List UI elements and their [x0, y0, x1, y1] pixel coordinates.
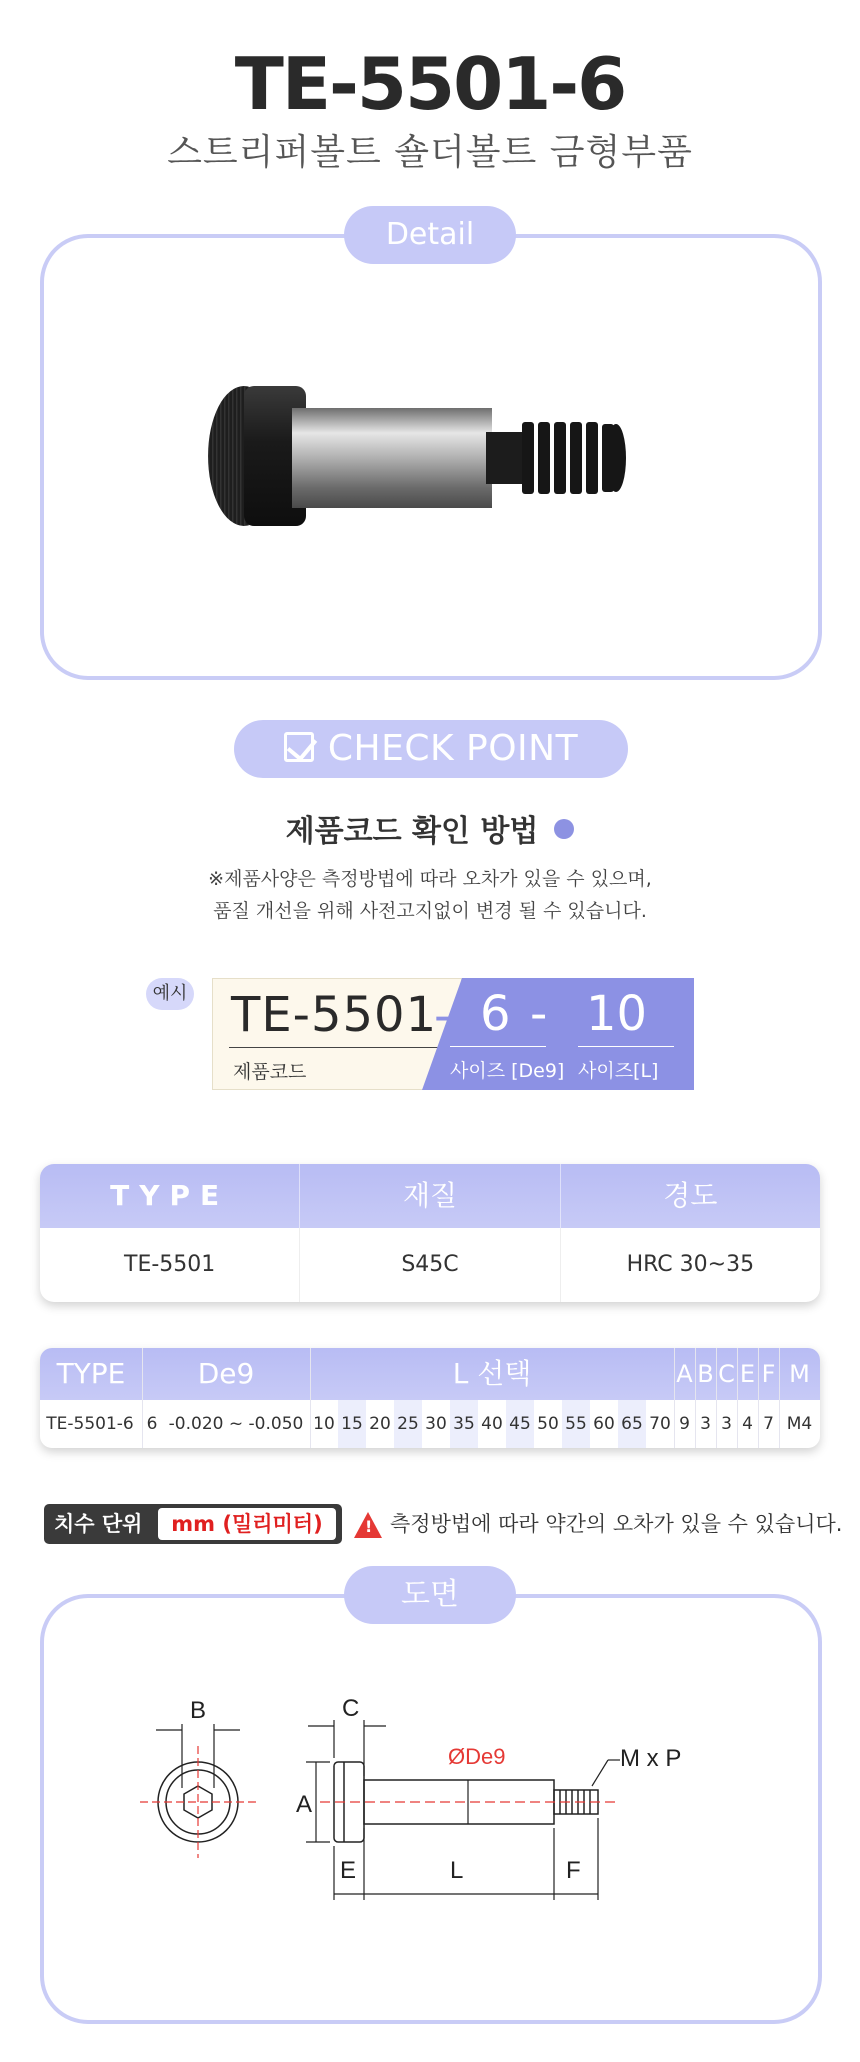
- spec-table: [40, 1164, 820, 1302]
- dim-divider: [142, 1348, 143, 1448]
- dim-cell-l: 30: [425, 1414, 447, 1434]
- spec-header-material: 재질: [300, 1164, 560, 1228]
- code-howto-text: 제품코드 확인 방법: [285, 814, 539, 849]
- dim-cell-f: 7: [763, 1414, 774, 1434]
- dimension-lines: [156, 1724, 240, 1788]
- note-line-2: 품질 개선을 위해 사전고지없이 변경 될 수 있습니다.: [213, 900, 647, 922]
- dim-cell-l: 15: [341, 1414, 363, 1434]
- bullet-dot-icon: [554, 819, 574, 839]
- label-e: E: [340, 1857, 357, 1884]
- dim-cell-a: 9: [679, 1414, 690, 1434]
- label-f: F: [566, 1857, 581, 1884]
- spec-cell-hardness: HRC 30~35: [626, 1252, 755, 1277]
- dim-header-l: L 선택: [452, 1357, 532, 1390]
- note-line-1: ※제품사양은 측정방법에 따라 오차가 있을 수 있으며,: [208, 868, 652, 890]
- dim-cell-m: M4: [786, 1414, 813, 1434]
- check-point-label: CHECK POINT: [327, 728, 579, 769]
- warning-text: 측정방법에 따라 약간의 오차가 있을 수 있습니다.: [390, 1512, 843, 1536]
- dim-cell-l: 10: [313, 1414, 335, 1434]
- label-a: A: [296, 1791, 313, 1818]
- dim-header-c: C: [718, 1360, 735, 1388]
- dim-cell-l: 35: [453, 1414, 475, 1434]
- dim-header-de9: De9: [197, 1357, 255, 1390]
- dimension-table: [40, 1348, 820, 1448]
- label-c: C: [342, 1695, 360, 1722]
- code-howto-heading: [0, 806, 860, 850]
- checkbox-icon: [284, 732, 314, 762]
- dimension-table-header: [40, 1348, 820, 1400]
- product-code-example: [212, 978, 694, 1090]
- dim-cell-d: 6: [146, 1414, 158, 1434]
- label-mp: M x P: [620, 1745, 682, 1772]
- code-product-code: TE-5501: [231, 987, 438, 1043]
- dim-cell-type: TE-5501-6: [46, 1414, 134, 1434]
- code-seg2-underline: [578, 1046, 674, 1047]
- code-base-box: [212, 978, 462, 1090]
- label-l: L: [450, 1857, 464, 1884]
- unit-value: mm (밀리미터): [158, 1508, 336, 1540]
- dim-cell-b: 3: [700, 1414, 711, 1434]
- unit-badge: [44, 1504, 342, 1544]
- dim-divider: [737, 1348, 738, 1448]
- detail-pill: Detail: [344, 206, 516, 264]
- warning-icon: [354, 1512, 382, 1538]
- dim-divider: [779, 1348, 780, 1448]
- product-title: TE-5501-6: [234, 42, 626, 126]
- code-dash-1: -: [434, 988, 452, 1044]
- code-seg1-underline: [450, 1046, 546, 1047]
- dim-cell-l: 55: [565, 1414, 587, 1434]
- spec-cell-material: S45C: [300, 1228, 560, 1302]
- dim-header-type: TYPE: [56, 1357, 126, 1390]
- product-photo: [196, 370, 686, 550]
- dim-header-a: A: [676, 1360, 693, 1388]
- drawing-pill: 도면: [344, 1566, 516, 1624]
- spec-cell-type: TE-5501: [40, 1228, 300, 1302]
- dim-header-f: F: [761, 1360, 776, 1388]
- label-b: B: [190, 1697, 207, 1724]
- check-point-banner: [234, 720, 628, 778]
- code-seg2-label: 사이즈[L]: [578, 1060, 659, 1082]
- unit-label: 치수 단위: [54, 1512, 143, 1536]
- dim-cell-l: 65: [621, 1414, 643, 1434]
- dimension-table-row: [40, 1400, 820, 1448]
- example-badge: 예시: [146, 978, 194, 1010]
- code-product-label: 제품코드: [233, 1061, 307, 1083]
- dim-cell-l: 40: [481, 1414, 503, 1434]
- spec-table-header: [40, 1164, 820, 1228]
- dim-cell-l: 45: [509, 1414, 531, 1434]
- dim-cell-l: 25: [397, 1414, 419, 1434]
- dim-cell-l: 60: [593, 1414, 615, 1434]
- code-size-l: 10: [586, 986, 648, 1042]
- dim-divider: [758, 1348, 759, 1448]
- dim-cell-de9: -0.020 ~ -0.050: [168, 1414, 304, 1434]
- dim-divider: [716, 1348, 717, 1448]
- dim-divider: [310, 1348, 311, 1448]
- dim-cell-l: 20: [369, 1414, 391, 1434]
- spec-table-row: [40, 1228, 820, 1302]
- dim-header-e: E: [739, 1360, 756, 1388]
- code-size-de9: 6: [480, 986, 511, 1042]
- product-subtitle: 스트리퍼볼트 숄더볼트 금형부품: [167, 132, 693, 173]
- code-underline: [229, 1047, 439, 1048]
- code-dash-2: -: [530, 986, 548, 1042]
- label-de9: ØDe9: [448, 1744, 506, 1769]
- spec-header-type: TYPE: [40, 1164, 300, 1228]
- dim-cell-l: 50: [537, 1414, 559, 1434]
- technical-drawing: [120, 1680, 760, 1920]
- dim-cell-l: 70: [649, 1414, 671, 1434]
- spec-header-hardness: 경도: [663, 1179, 718, 1212]
- dim-cell-c: 3: [721, 1414, 732, 1434]
- dim-header-b: B: [697, 1360, 714, 1388]
- code-seg1-label: 사이즈 [De9]: [450, 1060, 565, 1082]
- dim-header-m: M: [789, 1360, 810, 1388]
- dim-divider: [695, 1348, 696, 1448]
- dim-cell-e: 4: [742, 1414, 753, 1434]
- dim-divider: [674, 1348, 675, 1448]
